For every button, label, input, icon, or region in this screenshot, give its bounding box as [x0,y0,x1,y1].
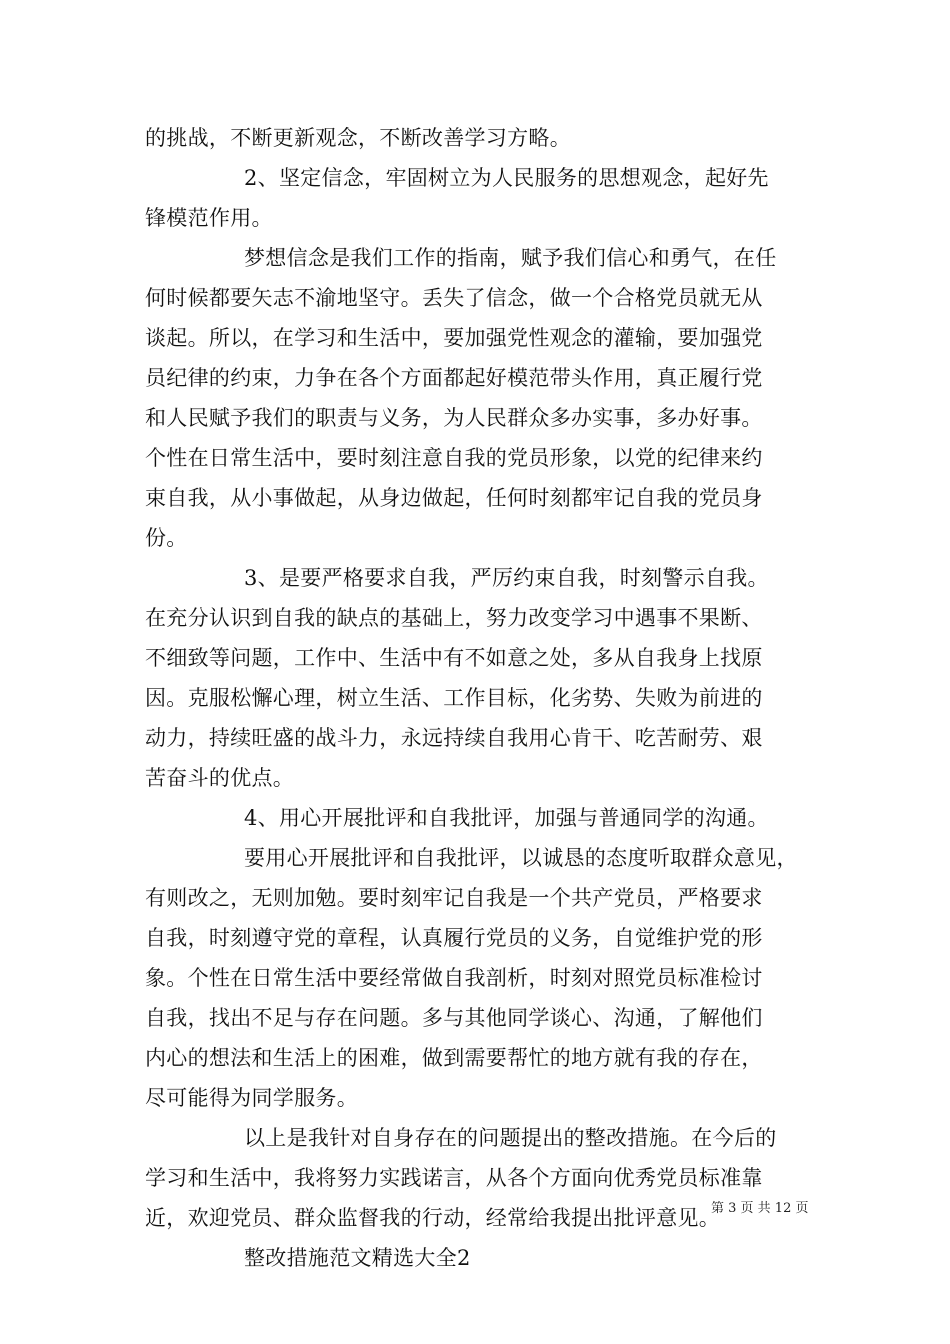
text-line: 内心的想法和生活上的困难，做到需要帮忙的地方就有我的存在， [145,1046,763,1070]
text-line: 个性在日常生活中，要时刻注意自我的党员形象，以党的纪律来约 [145,446,763,470]
text-line: 因。克服松懈心理，树立生活、工作目标，化劣势、失败为前进的 [145,686,763,710]
text-line: 学习和生活中，我将努力实践诺言，从各个方面向优秀党员标准靠 [145,1166,763,1190]
text-line: 谈起。所以，在学习和生活中，要加强党性观念的灌输，要加强党 [145,326,763,350]
text-line: 尽可能得为同学服务。 [145,1086,358,1110]
text-line: 整改措施范文精选大全2 [244,1246,471,1270]
text-line: 以上是我针对自身存在的问题提出的整改措施。在今后的 [244,1126,777,1150]
text-line: 自我，时刻遵守党的章程，认真履行党员的义务，自觉维护党的形 [145,926,763,950]
text-line: 苦奋斗的优点。 [145,766,295,790]
text-line: 3、是要严格要求自我，严厉约束自我，时刻警示自我。 [244,566,769,590]
text-line: 4、用心开展批评和自我批评，加强与普通同学的沟通。 [244,806,769,830]
text-line: 动力，持续旺盛的战斗力，永远持续自我用心肯干、吃苦耐劳、艰 [145,726,763,750]
text-line: 2、坚定信念，牢固树立为人民服务的思想观念，起好先 [244,166,769,190]
text-line: 锋模范作用。 [145,206,273,230]
text-line: 的挑战，不断更新观念，不断改善学习方略。 [145,126,571,150]
text-line: 员纪律的约束，力争在各个方面都起好模范带头作用，真正履行党 [145,366,763,390]
text-line: 何时候都要矢志不渝地坚守。丢失了信念，做一个合格党员就无从 [145,286,763,310]
text-line: 份。 [145,526,188,550]
page-number: 第 3 页 共 12 页 [711,1201,809,1216]
text-line: 要用心开展批评和自我批评，以诚恳的态度听取群众意见， [244,846,798,870]
text-line: 束自我，从小事做起，从身边做起，任何时刻都牢记自我的党员身 [145,486,763,510]
text-line: 在充分认识到自我的缺点的基础上，努力改变学习中遇事不果断、 [145,606,763,630]
text-line: 自我，找出不足与存在问题。多与其他同学谈心、沟通，了解他们 [145,1006,763,1030]
text-line: 不细致等问题，工作中、生活中有不如意之处，多从自我身上找原 [145,646,763,670]
text-line: 近，欢迎党员、群众监督我的行动，经常给我提出批评意见。 [145,1206,721,1230]
text-line: 和人民赋予我们的职责与义务，为人民群众多办实事，多办好事。 [145,406,763,430]
document-body [145,118,810,1278]
text-line: 梦想信念是我们工作的指南，赋予我们信心和勇气，在任 [244,246,777,270]
text-line: 象。个性在日常生活中要经常做自我剖析，时刻对照党员标准检讨 [145,966,763,990]
text-line: 有则改之，无则加勉。要时刻牢记自我是一个共产党员，严格要求 [145,886,763,910]
